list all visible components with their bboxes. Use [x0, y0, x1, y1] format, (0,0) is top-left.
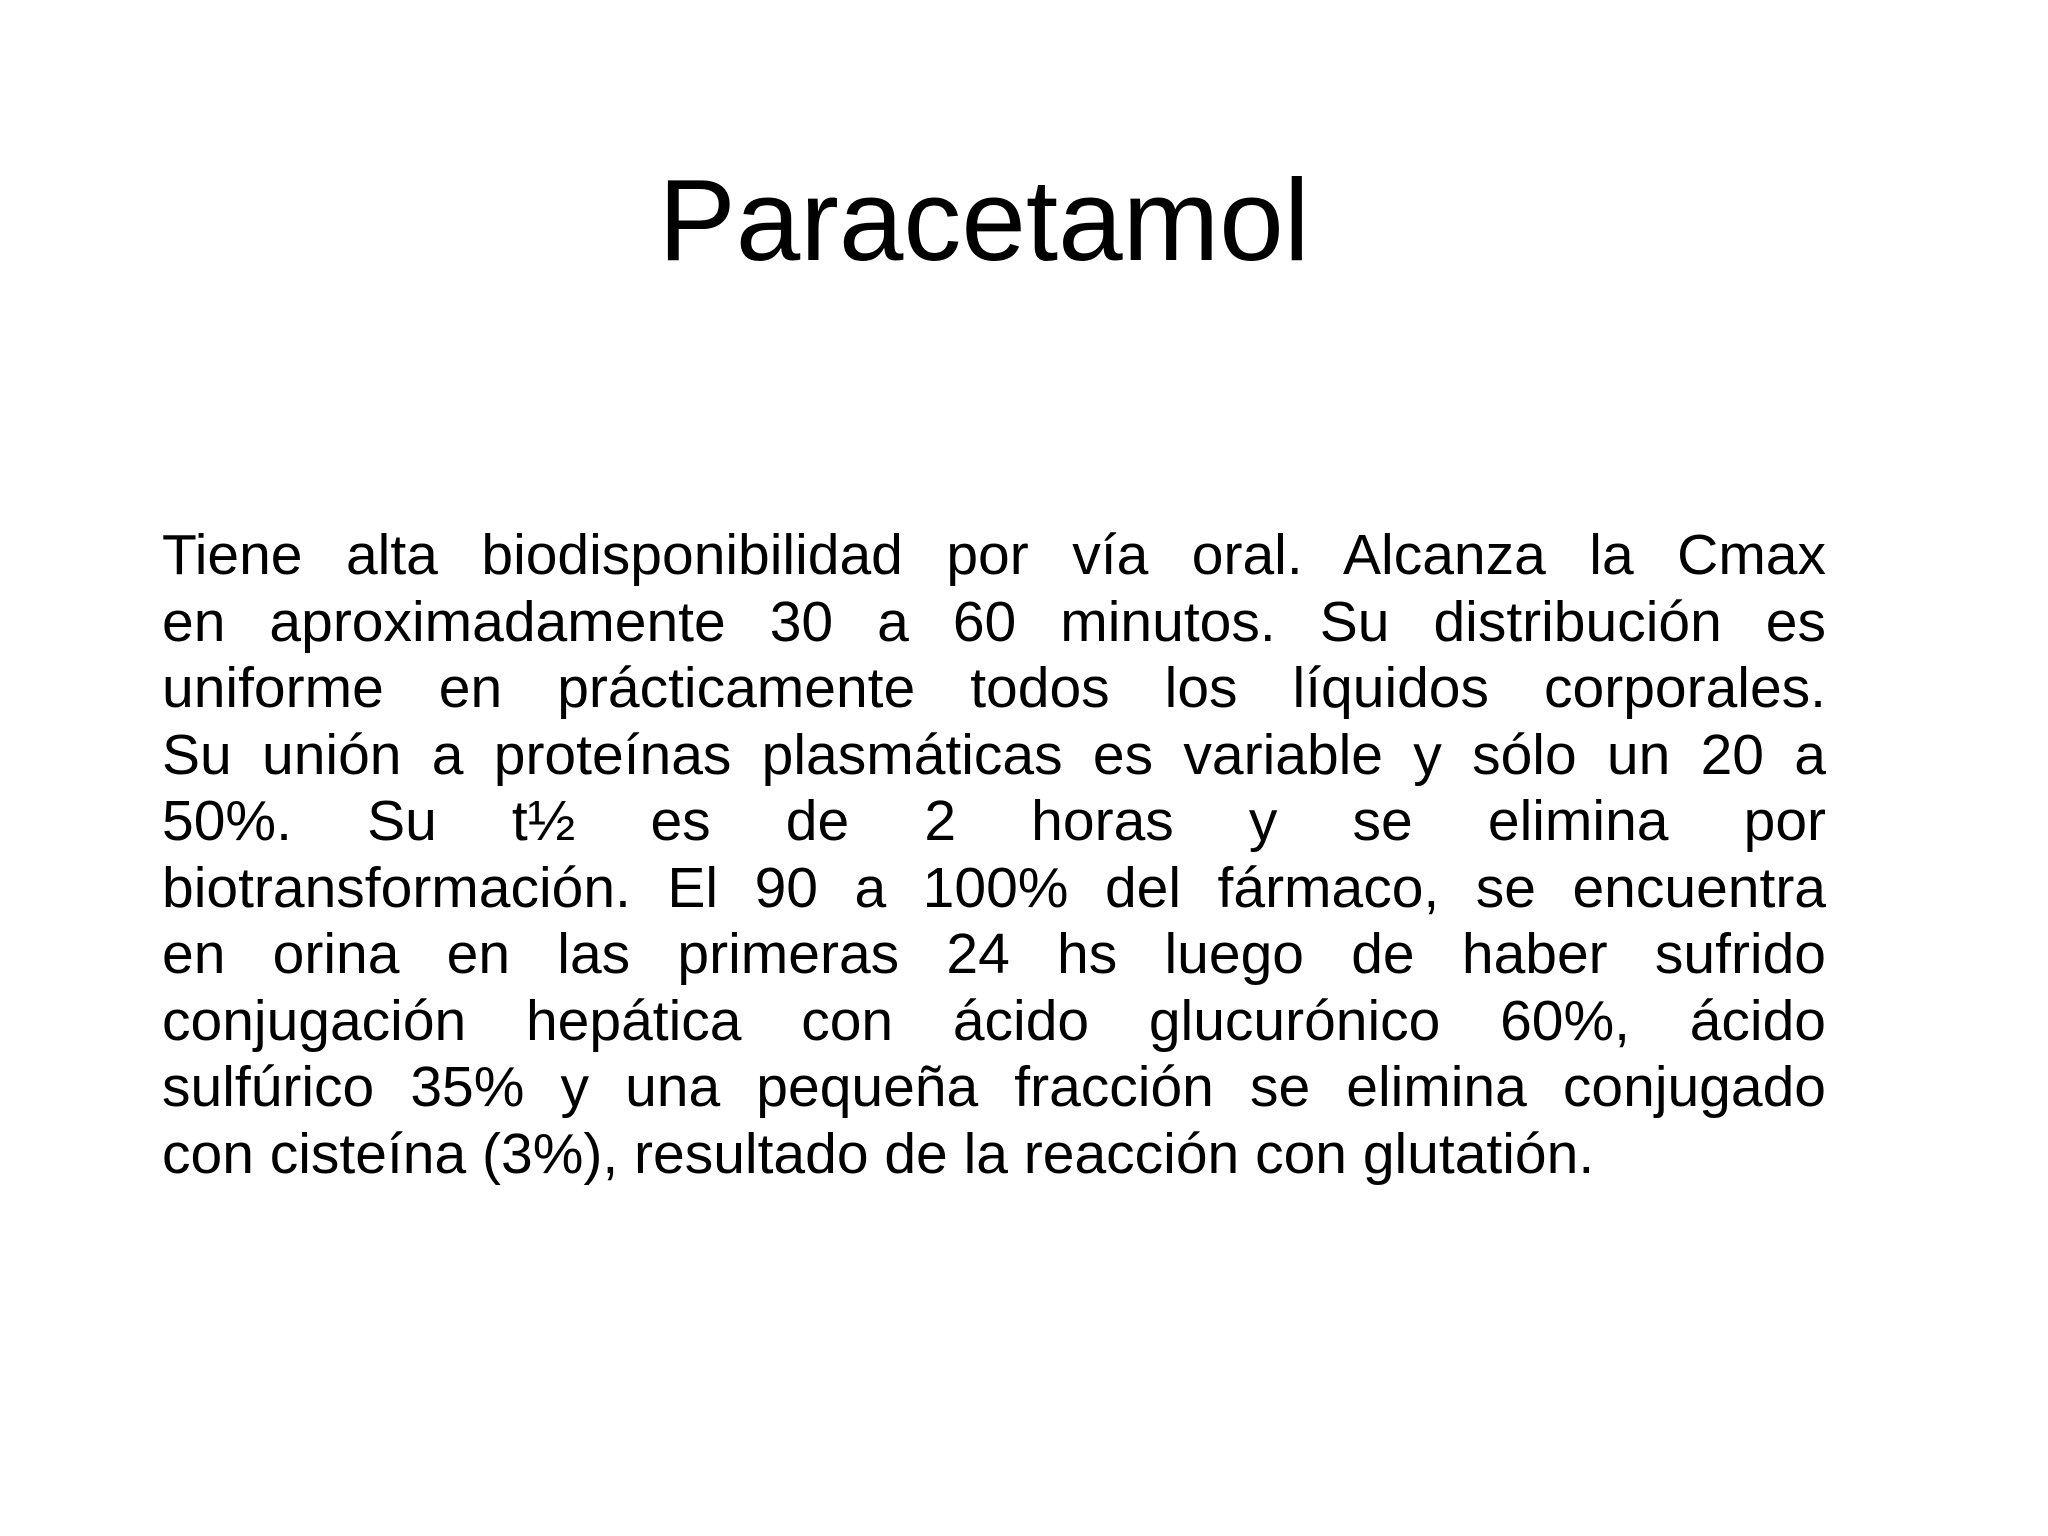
- slide-body: [162, 522, 1826, 1187]
- body-line: biotransformación. El 90 a 100% del fármaco, se encuentra: [162, 855, 1826, 920]
- body-line: en aproximadamente 30 a 60 minutos. Su distribución es: [162, 589, 1826, 654]
- body-line: Su unión a proteínas plasmáticas es variable y sólo un 20 a: [162, 722, 1826, 787]
- body-line: conjugación hepática con ácido glucurónico 60%, ácido: [162, 988, 1826, 1053]
- body-line: Tiene alta biodisponibilidad por vía oral. Alcanza la Cmax: [162, 523, 1826, 587]
- body-line: con cisteína (3%), resultado de la reacción con glutatión.: [162, 1121, 1595, 1186]
- body-line: sulfúrico 35% y una pequeña fracción se elimina conjugado: [162, 1055, 1826, 1119]
- slide-title: Paracetamol: [658, 155, 1310, 285]
- body-line: uniforme en prácticamente todos los líquidos corporales.: [162, 656, 1826, 720]
- body-line: 50%. Su t½ es de 2 horas y se elimina por: [162, 789, 1826, 853]
- body-line: en orina en las primeras 24 hs luego de haber sufrido: [162, 922, 1826, 986]
